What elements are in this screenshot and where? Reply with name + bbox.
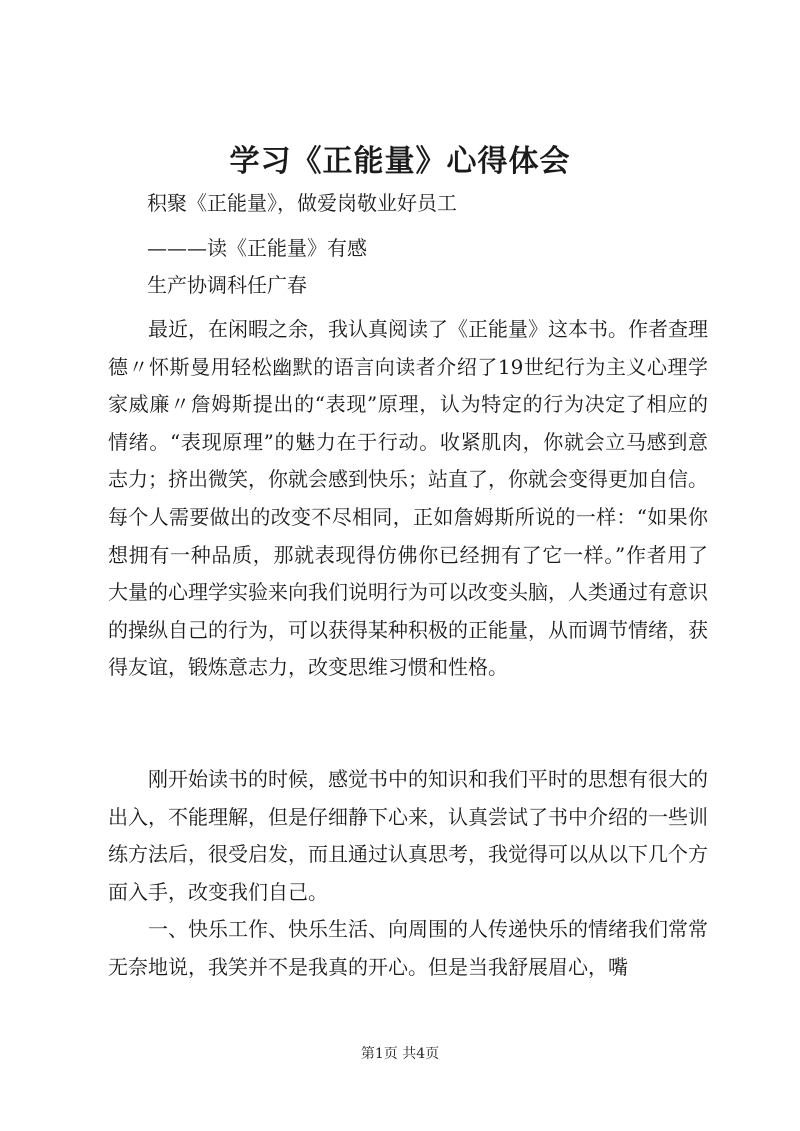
document-subheading: ———读《正能量》有感 (147, 236, 367, 260)
document-title: 学习《正能量》心得体会 (229, 144, 571, 179)
page-footer: 第1页 共4页 (360, 1046, 440, 1062)
body-paragraph: 一、快乐工作、快乐生活、向周围的人传递快乐的情绪我们常常无奈地说，我笑并不是我真的开心。但是当我舒展眉心，嘴 (108, 917, 708, 979)
document-author: 生产协调科任广春 (147, 273, 307, 297)
body-paragraph: 最近，在闲暇之余，我认真阅读了《正能量》这本书。作者查理德〃怀斯曼用轻松幽默的语言向读者介绍了19世纪行为主义心理学家威廉〃詹姆斯提出的“表现”原理，认为特定的行为决定了相应的情绪。“表现原理”的魅力在于行动。收紧肌肉，你就会立马感到意志力；挤出微笑，你就会感到快乐；站直了，你就会变得更加自信。每个人需要做出的改变不尽相同，正如詹姆斯所说的一样：“如果你想拥有一种品质，那就表现得仿佛你已经拥有了它一样。”作者用了大量的心理学实验来向我们说明行为可以改变头脑，人类通过有意识的操纵自己的行为，可以获得某种积极的正能量，从而调节情绪，获得友谊，锻炼意志力，改变思维习惯和性格。 (108, 317, 708, 680)
document-subtitle: 积聚《正能量》，做爱岗敬业好员工 (147, 191, 457, 215)
body-paragraph: 刚开始读书的时候，感觉书中的知识和我们平时的思想有很大的出入，不能理解，但是仔细静下心来，认真尝试了书中介绍的一些训练方法后，很受启发，而且通过认真思考，我觉得可以从以下几个方面入手，改变我们自己。 (108, 767, 708, 904)
